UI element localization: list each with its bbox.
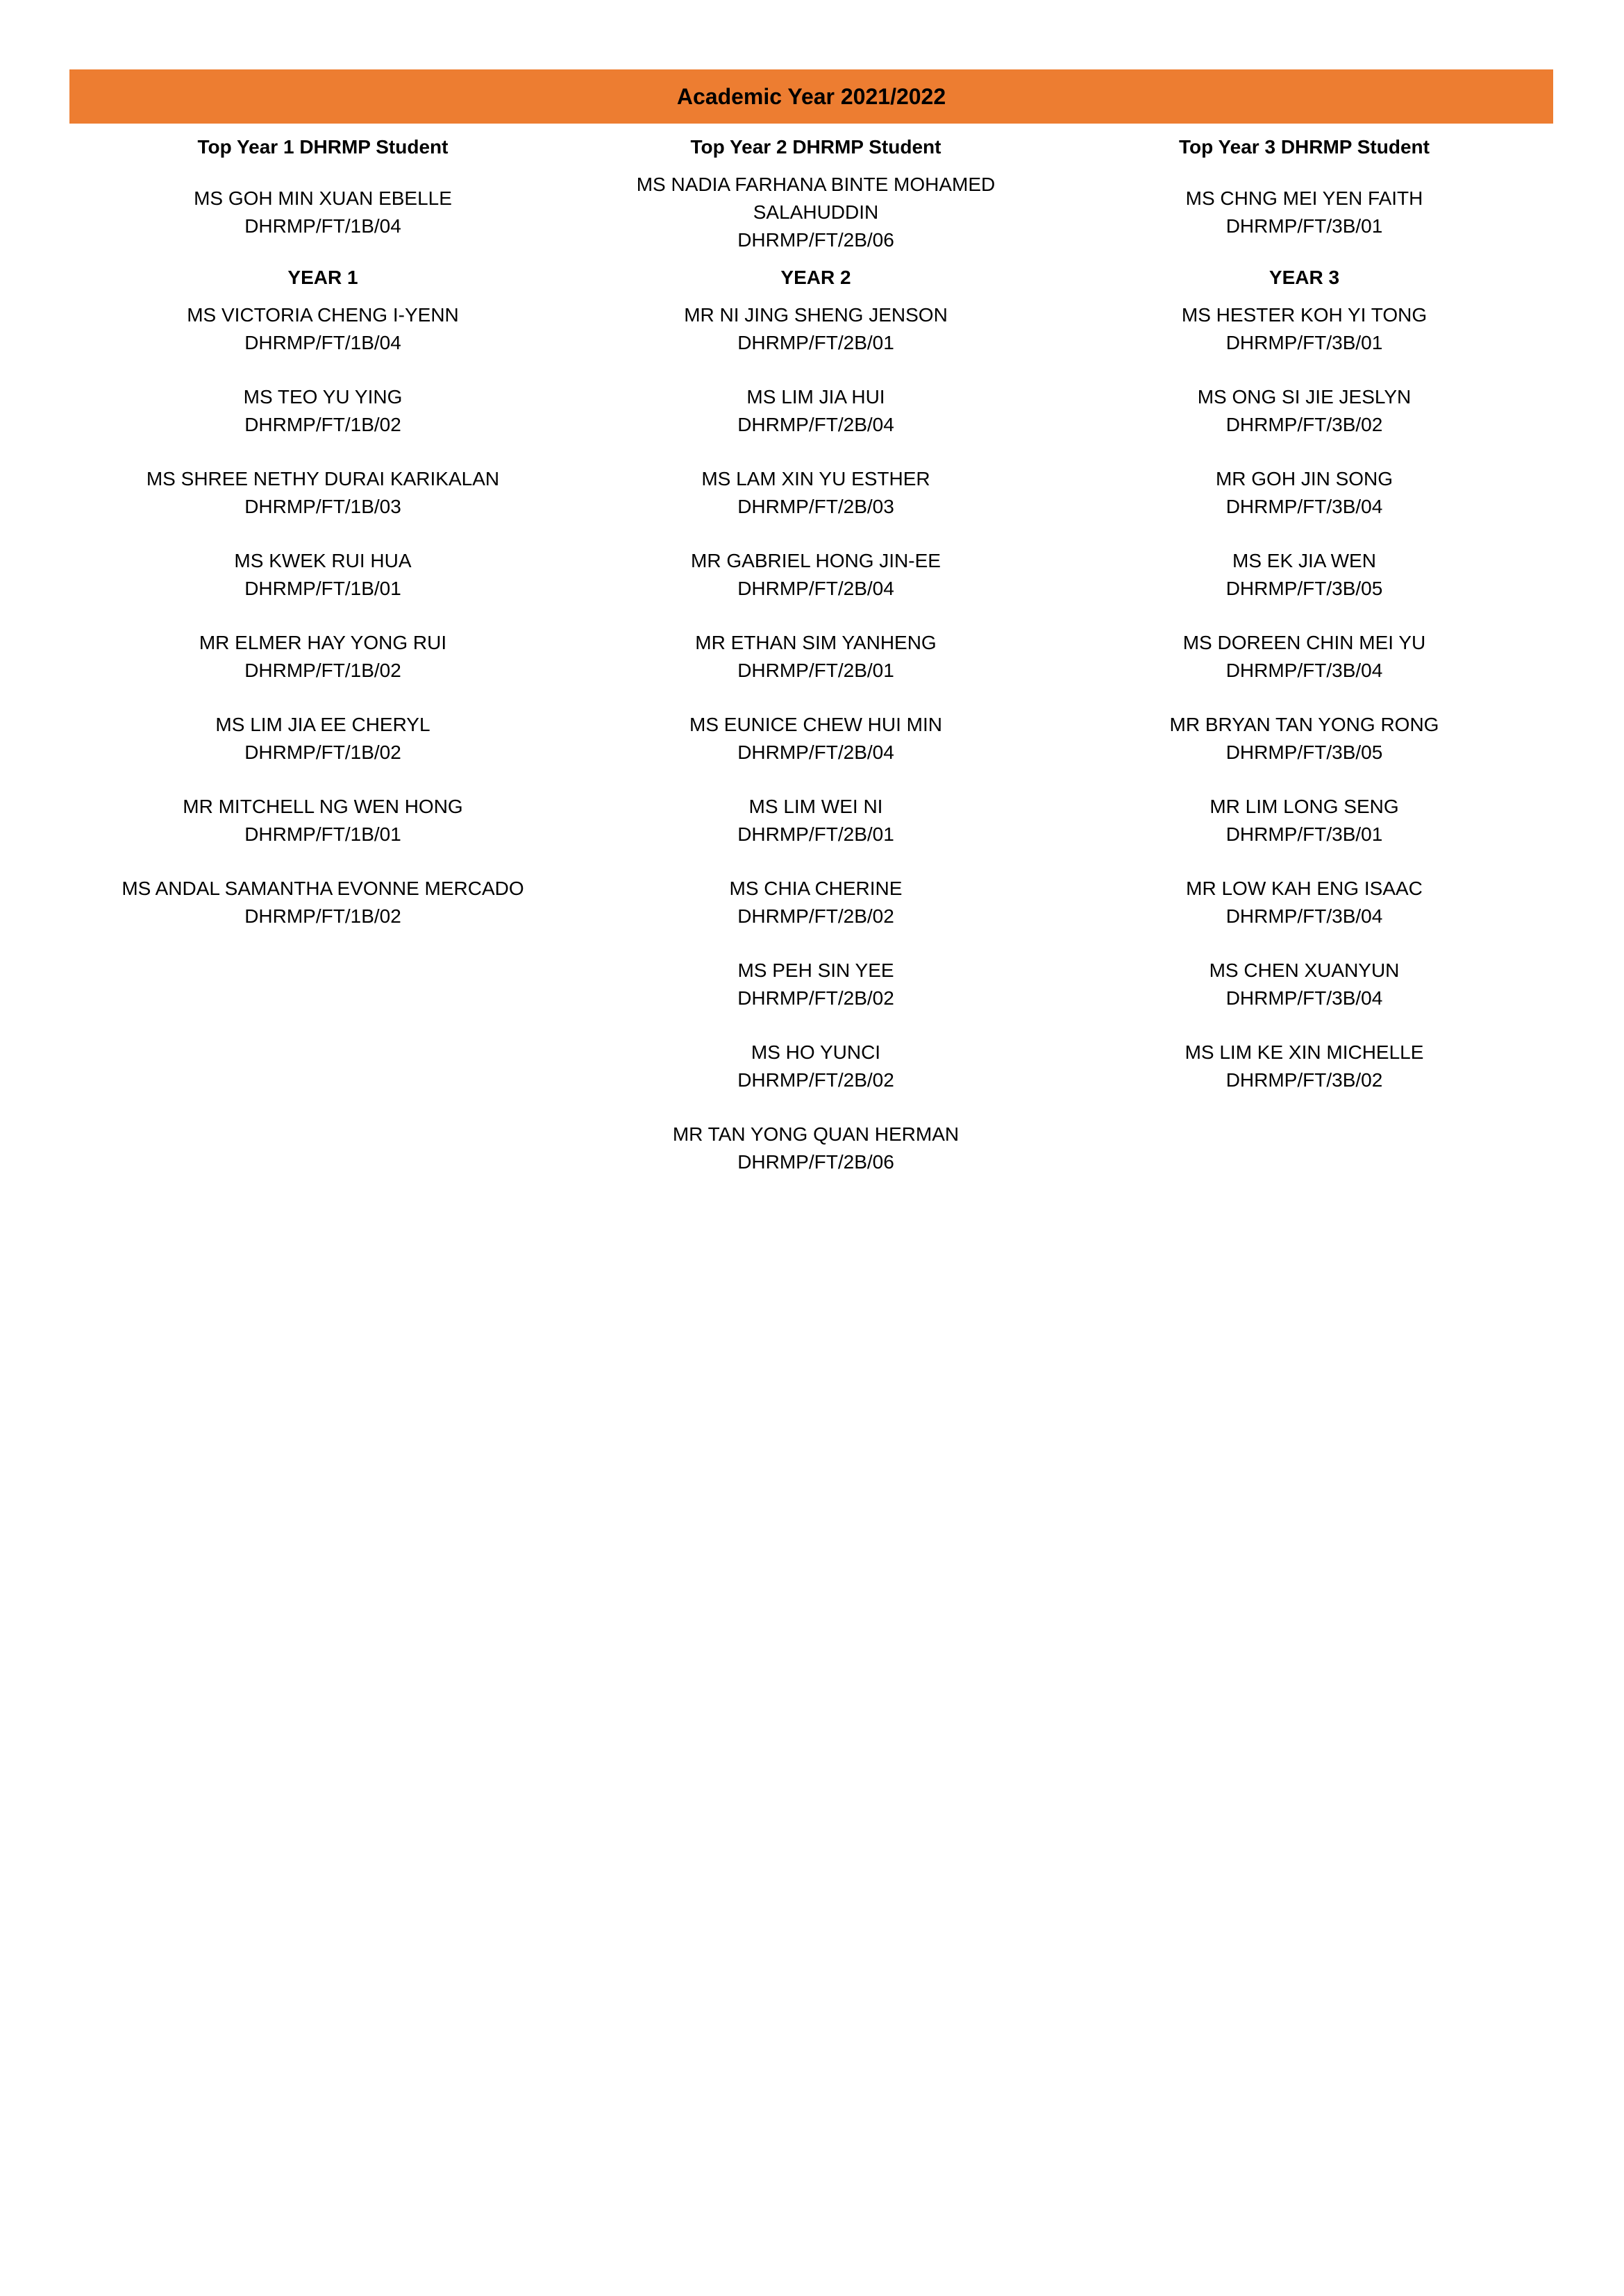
student-entry <box>69 301 576 383</box>
student-columns <box>69 124 1553 1203</box>
student-class-code: DHRMP/FT/2B/02 <box>737 987 894 1009</box>
student-entry <box>576 875 1055 957</box>
student-name: MS GOH MIN XUAN EBELLE <box>194 187 452 209</box>
student-class-code: DHRMP/FT/2B/01 <box>737 823 894 845</box>
student-class-code: DHRMP/FT/3B/04 <box>1225 496 1383 517</box>
student-class-code: DHRMP/FT/1B/01 <box>244 823 401 845</box>
top-student-heading: Top Year 3 DHRMP Student <box>1179 136 1430 158</box>
student-name: MR TAN YONG QUAN HERMAN <box>672 1123 960 1145</box>
student-class-code: DHRMP/FT/1B/03 <box>244 496 401 517</box>
academic-year-banner: Academic Year 2021/2022 <box>69 69 1553 124</box>
student-name: MS ANDAL SAMANTHA EVONNE MERCADO <box>122 878 524 899</box>
student-name: MS EK JIA WEN <box>1232 550 1376 571</box>
student-name: MR MITCHELL NG WEN HONG <box>183 796 463 817</box>
student-class-code: DHRMP/FT/2B/06 <box>737 229 894 251</box>
student-entry <box>1055 383 1553 465</box>
student-class-code: DHRMP/FT/1B/01 <box>244 578 401 599</box>
student-entry <box>576 547 1055 629</box>
student-entry <box>1055 301 1553 383</box>
student-entry <box>1055 957 1553 1039</box>
student-name: MS KWEK RUI HUA <box>234 550 412 571</box>
year-1-column <box>69 124 576 1203</box>
student-name: MS LAM XIN YU ESTHER <box>701 468 930 489</box>
student-entry <box>69 711 576 793</box>
year-heading: YEAR 2 <box>780 267 851 288</box>
student-name: MR NI JING SHENG JENSON <box>684 304 948 326</box>
student-name: MR LIM LONG SENG <box>1209 796 1399 817</box>
student-entry <box>576 383 1055 465</box>
student-entry <box>1055 875 1553 957</box>
student-entry <box>1055 547 1553 629</box>
year-2-column <box>576 124 1055 1203</box>
student-name: MS CHEN XUANYUN <box>1209 960 1400 981</box>
student-entry <box>69 383 576 465</box>
student-entry <box>1055 793 1553 875</box>
student-entry <box>1055 465 1553 547</box>
student-name: MS EUNICE CHEW HUI MIN <box>689 714 942 735</box>
student-name: MS SHREE NETHY DURAI KARIKALAN <box>146 468 500 489</box>
student-class-code: DHRMP/FT/2B/06 <box>737 1151 894 1173</box>
student-name: MS DOREEN CHIN MEI YU <box>1182 632 1426 653</box>
student-name: MR GOH JIN SONG <box>1215 468 1393 489</box>
top-student-entry <box>1055 161 1553 264</box>
student-class-code: DHRMP/FT/3B/04 <box>1225 905 1383 927</box>
top-student-heading: Top Year 2 DHRMP Student <box>690 136 941 158</box>
student-entry <box>576 1121 1055 1203</box>
student-entry <box>576 793 1055 875</box>
student-name: MS LIM KE XIN MICHELLE <box>1184 1041 1424 1063</box>
student-entry <box>576 465 1055 547</box>
student-name: MS VICTORIA CHENG I-YENN <box>187 304 459 326</box>
student-name: MS HESTER KOH YI TONG <box>1181 304 1428 326</box>
student-name: MR BRYAN TAN YONG RONG <box>1169 714 1439 735</box>
student-entry <box>576 301 1055 383</box>
student-class-code: DHRMP/FT/2B/02 <box>737 1069 894 1091</box>
student-entry <box>576 711 1055 793</box>
student-name: MS LIM JIA HUI <box>746 386 885 408</box>
student-class-code: DHRMP/FT/2B/04 <box>737 414 894 435</box>
student-entry <box>1055 1039 1553 1121</box>
student-class-code: DHRMP/FT/3B/02 <box>1225 1069 1383 1091</box>
student-class-code: DHRMP/FT/1B/04 <box>244 215 401 237</box>
student-name: MS CHIA CHERINE <box>729 878 903 899</box>
student-class-code: DHRMP/FT/2B/01 <box>737 660 894 681</box>
student-class-code: DHRMP/FT/3B/04 <box>1225 987 1383 1009</box>
student-name: MS LIM WEI NI <box>748 796 883 817</box>
student-entry <box>69 465 576 547</box>
student-class-code: DHRMP/FT/3B/01 <box>1225 332 1383 353</box>
student-name: MS LIM JIA EE CHERYL <box>215 714 430 735</box>
student-class-code: DHRMP/FT/3B/04 <box>1225 660 1383 681</box>
student-class-code: DHRMP/FT/1B/02 <box>244 905 401 927</box>
student-class-code: DHRMP/FT/1B/04 <box>244 332 401 353</box>
student-class-code: DHRMP/FT/2B/02 <box>737 905 894 927</box>
student-entry <box>69 547 576 629</box>
student-entry <box>69 875 576 957</box>
student-class-code: DHRMP/FT/3B/05 <box>1225 741 1383 763</box>
student-class-code: DHRMP/FT/3B/01 <box>1225 823 1383 845</box>
student-class-code: DHRMP/FT/1B/02 <box>244 741 401 763</box>
student-entry <box>69 629 576 711</box>
year-heading: YEAR 1 <box>287 267 358 288</box>
student-name: MS TEO YU YING <box>243 386 403 408</box>
top-student-heading: Top Year 1 DHRMP Student <box>197 136 449 158</box>
student-class-code: DHRMP/FT/2B/01 <box>737 332 894 353</box>
student-name: MR GABRIEL HONG JIN-EE <box>691 550 941 571</box>
top-student-entry <box>576 161 1055 264</box>
student-name: MS HO YUNCI <box>751 1041 881 1063</box>
student-name: MS NADIA FARHANA BINTE MOHAMED <box>636 174 996 195</box>
student-entry <box>1055 629 1553 711</box>
student-entry <box>576 957 1055 1039</box>
student-name: SALAHUDDIN <box>753 201 879 223</box>
student-class-code: DHRMP/FT/2B/04 <box>737 741 894 763</box>
student-name: MS CHNG MEI YEN FAITH <box>1185 187 1423 209</box>
student-entry <box>69 793 576 875</box>
student-name: MR ELMER HAY YONG RUI <box>199 632 447 653</box>
student-class-code: DHRMP/FT/1B/02 <box>244 660 401 681</box>
top-student-entry <box>69 161 576 264</box>
student-class-code: DHRMP/FT/1B/02 <box>244 414 401 435</box>
student-entry <box>576 1039 1055 1121</box>
student-entry <box>576 629 1055 711</box>
student-class-code: DHRMP/FT/3B/05 <box>1225 578 1383 599</box>
student-class-code: DHRMP/FT/3B/02 <box>1225 414 1383 435</box>
student-name: MR LOW KAH ENG ISAAC <box>1186 878 1423 899</box>
year-3-column <box>1055 124 1553 1203</box>
student-class-code: DHRMP/FT/2B/03 <box>737 496 894 517</box>
year-heading: YEAR 3 <box>1269 267 1340 288</box>
student-name: MR ETHAN SIM YANHENG <box>695 632 937 653</box>
student-name: MS ONG SI JIE JESLYN <box>1197 386 1412 408</box>
student-class-code: DHRMP/FT/3B/01 <box>1225 215 1383 237</box>
student-entry <box>1055 711 1553 793</box>
document-page <box>69 69 1553 1203</box>
student-name: MS PEH SIN YEE <box>737 960 894 981</box>
student-class-code: DHRMP/FT/2B/04 <box>737 578 894 599</box>
